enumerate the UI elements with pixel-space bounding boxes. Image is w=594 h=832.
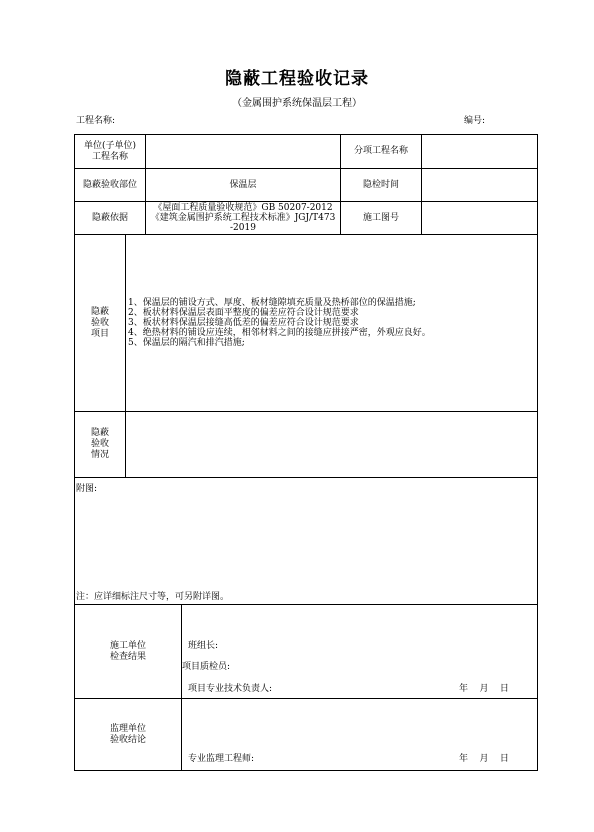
- list-item: 5、保温层的隔汽和排汽措施;: [128, 338, 245, 348]
- supervision-unit-label: 监理单位 验收结论: [109, 723, 146, 745]
- note-text: 注：应详细标注尺寸等，可另附详图。: [76, 592, 230, 602]
- situation-value[interactable]: [126, 412, 537, 477]
- concealed-part-value: 保温层: [229, 179, 257, 190]
- list-item: 4、绝热材料的铺设应连续，相邻材料之间的接缝应拼接严密，外观应良好。: [128, 328, 431, 338]
- page-title: 隐蔽工程验收记录: [225, 69, 369, 89]
- date-label: 年 月 日: [459, 684, 509, 694]
- number-label: 编号:: [464, 116, 486, 126]
- concealed-part-label: 隐蔽验收部位: [82, 179, 137, 190]
- drawing-no-value[interactable]: [422, 202, 537, 234]
- list-item: 3、板状材料保温层接缝高低差的偏差应符合设计规范要求: [128, 318, 359, 328]
- quality-inspector-label: 项目质检员:: [182, 662, 231, 672]
- sub-project-label: 分项工程名称: [353, 146, 408, 156]
- basis-label: 隐蔽依据: [91, 212, 128, 223]
- construction-unit-label: 施工单位 检查结果: [109, 640, 146, 662]
- supervisor-label: 专业监理工程师:: [188, 754, 255, 764]
- list-item: 2、板状材料保温层表面平整度的偏差应符合设计规范要求: [128, 308, 359, 318]
- basis-value: [146, 202, 340, 234]
- list-item: 1、保温层的铺设方式、厚度、板材缝隙填充质量及热桥部位的保温措施;: [128, 298, 416, 308]
- basis-ref-1: 《屋面工程质量验收规范》GB 50207-2012: [153, 203, 333, 213]
- inspection-time-value[interactable]: [422, 169, 537, 201]
- project-name-label: 工程名称:: [76, 116, 116, 126]
- attachment-label: 附图:: [76, 484, 98, 494]
- page-subtitle: （金属围护系统保温层工程）: [232, 98, 362, 109]
- unit-name-value[interactable]: [146, 135, 340, 168]
- basis-ref-3: -2019: [230, 223, 256, 233]
- unit-name-label: 单位(子单位) 工程名称: [83, 140, 137, 162]
- situation-label: 隐蔽 验收 情况: [90, 428, 109, 460]
- items-label: 隐蔽 验收 项目: [90, 306, 109, 339]
- team-leader-label: 班组长:: [188, 641, 219, 651]
- drawing-no-label: 施工图号: [362, 212, 399, 223]
- sub-project-value[interactable]: [422, 135, 537, 168]
- date-label: 年 月 日: [459, 754, 509, 764]
- tech-lead-label: 项目专业技术负责人:: [188, 684, 273, 694]
- items-list: [128, 298, 533, 348]
- basis-ref-2: 《建筑金属围护系统工程技术标准》JGJ/T473: [150, 213, 336, 223]
- inspection-time-label: 隐检时间: [362, 179, 399, 190]
